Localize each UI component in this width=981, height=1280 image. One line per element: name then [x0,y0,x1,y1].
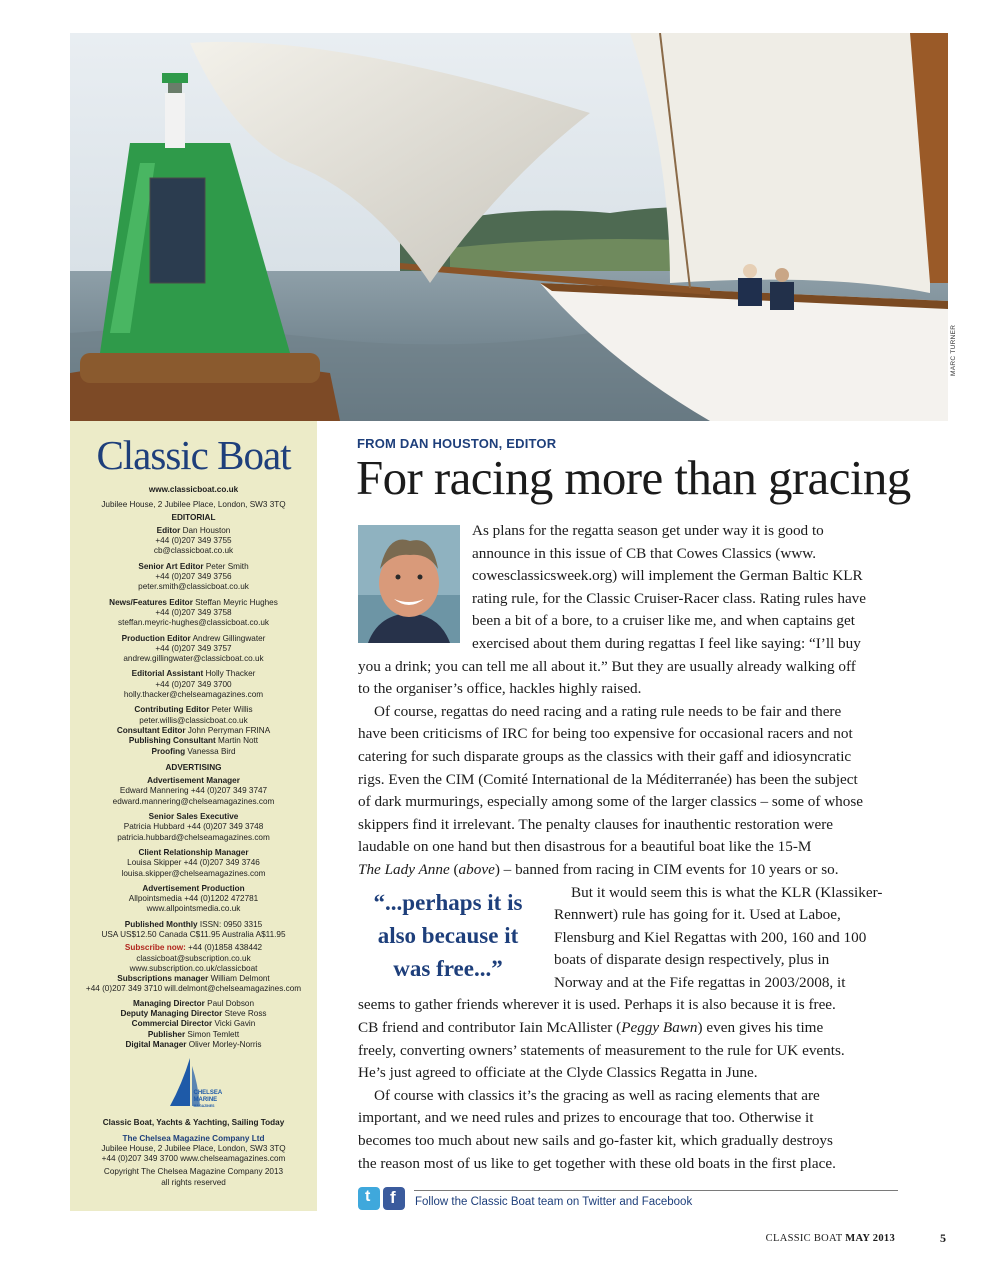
management-role: Digital Manager [125,1039,187,1049]
staff-role: Senior Art Editor [138,561,204,571]
staff-contact: +44 (0)207 349 3756 [155,572,232,582]
body-line: exercised about them during regattas I feel like saying: “I’ll buy [472,634,861,652]
editorial-heading: EDITORIAL [171,512,216,522]
body-line: Rennwert) rule has going for it. Used at Laboe, [554,906,841,924]
subscribe-phone: +44 (0)1858 438442 [188,943,263,953]
staff-contact: +44 (0)207 349 3757 [155,643,232,653]
body-line: Of course, regattas do need racing and a rating rule needs to be fair and there [374,702,842,720]
staff-name: Peter Smith [205,561,249,571]
staff-role: Proofing [151,746,186,756]
body-line: boats of disparate design respectively, plus in [554,951,830,969]
article-body [358,520,918,1175]
staff-contact: peter.smith@classicboat.co.uk [138,582,249,592]
management-entry [70,1019,317,1029]
article-headline: For racing more than gracing [356,450,911,505]
published-monthly-label: Published Monthly [124,919,198,929]
hero-photo [70,33,948,421]
chelsea-marine-logo [164,1056,224,1112]
management-list [70,999,317,1050]
line23-mid: ) [697,1019,707,1037]
ad-contact: louisa.skipper@chelseamagazines.com [121,868,266,878]
body-line: As plans for the regatta season get under way it is good to [472,522,824,539]
staff-entry [70,705,317,726]
company-address: Jubilee House, 2 Jubilee Place, London, SW3 3TQ [101,1143,286,1153]
management-entry [70,1040,317,1050]
issn: ISSN: 0950 3315 [199,919,263,929]
ad-role: Client Relationship Manager [138,847,249,857]
ad-contact: Edward Mannering +44 (0)207 349 3747 [119,786,268,796]
staff-contact: peter.willis@classicboat.co.uk [139,715,248,725]
body-line: of dark murmurings, especially among some of the larger classics – some of whose [358,793,863,811]
staff-role: Publishing Consultant [128,736,216,746]
management-role: Publisher [147,1029,186,1039]
facebook-icon[interactable] [383,1187,405,1210]
staff-contact: steffan.meyric-hughes@classicboat.co.uk [117,618,270,628]
staff-role: Contributing Editor [134,705,210,715]
staff-name: Steffan Meyric Hughes [195,597,278,607]
staff-name: Andrew Gillingwater [192,633,266,643]
staff-entry [70,526,317,557]
staff-entry [70,669,317,700]
body-line: Flensburg and Kiel Regattas with 200, 160 and 100 [554,928,867,946]
body-line: He’s just agreed to officiate at the Clyde Classics Regatta in June. [358,1064,758,1082]
body-line: Norway and at the Fife regattas in 2003/2008, it [554,973,846,991]
logo-text-3: MAGAZINES [193,1104,215,1109]
body-line: you a drink; you can tell me all about it.” But they are usually already walking off [358,657,856,675]
line23-prefix: CB friend and contributor Iain McAllister ( [358,1019,622,1037]
body-line: skippers find it irrelevant. The penalty clauses for inauthentic restoration were [358,815,834,833]
body-line-text: – banned from racing in CIM events for 10 years or so. [503,860,839,878]
ad-contact: patricia.hubbard@chelseamagazines.com [117,832,270,842]
management-entry [70,999,317,1009]
management-entry [70,1009,317,1019]
body-line: rating rule, for the Classic Cruiser-Racer class. Rating rules have [472,589,867,607]
subs-manager-contact: +44 (0)207 349 3710 will.delmont@chelseamagazines.com [85,984,302,994]
social-follow [358,1186,898,1216]
body-line [358,1017,918,1040]
ad-entry [70,812,317,843]
staff-contact: cb@classicboat.co.uk [153,546,234,556]
body-line: rigs. Even the CIM (Comité International de la Méditerranée) has been the subject [358,770,858,788]
staff-name: Martin Nott [218,736,259,746]
body-line [358,859,918,882]
staff-name: Holly Thacker [205,669,256,679]
company-contact: +44 (0)207 349 3700 www.chelseamagazines.com [101,1154,286,1164]
staff-entry [70,562,317,593]
ad-contact: Allpointsmedia +44 (0)1202 472781 [128,894,259,904]
ad-contact: www.allpointsmedia.co.uk [146,904,241,914]
staff-entry [70,747,317,757]
management-name: Paul Dobson [207,998,255,1008]
body-line: been a bit of a bore, to a cruiser like me, and when captains get [472,612,855,630]
pull-quote: “...perhaps it is also because it was free...” [373,890,523,981]
twitter-icon[interactable] [358,1187,380,1210]
footer-issue: MAY 2013 [845,1233,895,1244]
ad-contact: edward.mannering@chelseamagazines.com [112,796,275,806]
logo-text: CHELSEA [193,1090,223,1097]
advertising-list [70,776,317,915]
prices: USA US$12.50 Canada C$11.95 Australia A$11.95 [101,929,286,939]
boat-name: The Lady Anne [358,860,450,878]
staff-role: Editor [156,525,181,535]
subscribe-label: Subscribe now: [124,943,186,953]
management-role: Managing Director [132,998,205,1008]
ad-role: Advertisement Manager [147,776,240,786]
above-close: ) [494,860,504,878]
management-role: Deputy Managing Director [120,1009,223,1019]
staff-name: Vanessa Bird [187,746,236,756]
follow-text[interactable]: Follow the Classic Boat team on Twitter and Facebook [415,1196,693,1208]
body-line: have been criticisms of IRC for being too expensive for occasional racers and not [358,725,853,743]
editorial-list [70,526,317,757]
management-name: Simon Temlett [187,1029,240,1039]
staff-role: Editorial Assistant [131,669,204,679]
staff-role: News/Features Editor [109,597,193,607]
staff-entry [70,736,317,746]
advertising-heading: ADVERTISING [165,762,222,772]
body-line: to the organiser’s office, hackles highly raised. [358,680,642,698]
subscribe-url[interactable]: www.subscription.co.uk/classicboat [129,963,258,973]
ad-role: Senior Sales Executive [148,812,239,822]
body-line: freely, converting owners’ statements of measurement to the rule for UK events. [358,1041,845,1059]
body-line: important, and we need rules and prizes to encourage that too. Otherwise it [358,1109,814,1127]
subs-manager-name: William Delmont [210,974,270,984]
photo-credit: MARC TURNER [950,324,957,376]
staff-contact: holly.thacker@chelseamagazines.com [123,690,264,700]
line23-suffix: even gives his time [706,1019,824,1037]
subscribe-email[interactable]: classicboat@subscription.co.uk [136,953,251,963]
staff-name: John Perryman FRINA [187,725,271,735]
body-line: announce in this issue of CB that Cowes Classics (www. [472,544,817,562]
website[interactable]: www.classicboat.co.uk [148,485,239,494]
staff-contact: +44 (0)207 349 3700 [155,679,232,689]
logo-text-2: MARINE [193,1096,218,1103]
article-kicker: FROM DAN HOUSTON, EDITOR [357,436,557,451]
rights: all rights reserved [161,1177,226,1187]
ad-entry [70,848,317,879]
staff-contact: +44 (0)207 349 3758 [155,607,232,617]
staff-name: Dan Houston [182,525,231,535]
address: Jubilee House, 2 Jubilee Place, London, SW3 3TQ [101,500,286,510]
ad-contact: Louisa Skipper +44 (0)207 349 3746 [127,858,260,868]
staff-role: Production Editor [121,633,191,643]
footer-magazine: CLASSIC BOAT [765,1233,843,1244]
above-ref: above [458,860,495,878]
above-open: ( [449,860,459,878]
body-line: becomes too much about new sails and go-faster kit, which gradually destroys [358,1132,833,1150]
staff-entry [70,598,317,629]
body-line: the reason most of us like to get together with these old boats in the first place. [358,1154,836,1172]
facebook-glyph: f [390,1188,396,1207]
staff-name: Peter Willis [211,705,253,715]
body-line: But it would seem this is what the KLR (Klassiker- [571,883,883,901]
body-line: cowesclassicsweek.org) will implement the German Baltic KLR [472,567,863,585]
management-role: Commercial Director [131,1019,213,1029]
body-line: catering for such disparate groups as the classics with their gaff and idiosyncratic [358,747,852,765]
staff-entry [70,634,317,665]
staff-contact: +44 (0)207 349 3755 [155,536,232,546]
body-line: Of course with classics it’s the gracing as well as racing elements that are [374,1086,820,1104]
ad-entry [70,884,317,915]
company-name: The Chelsea Magazine Company Ltd [122,1133,265,1143]
page-number: 5 [940,1231,946,1245]
staff-contact: andrew.gillingwater@classicboat.co.uk [123,654,264,664]
ad-entry [70,776,317,807]
copyright: Copyright The Chelsea Magazine Company 2013 [103,1167,284,1177]
body-line: seems to gather friends wherever it is used. Perhaps it is also because it is free. [358,996,836,1014]
ad-contact: Patricia Hubbard +44 (0)207 349 3748 [123,822,264,832]
management-entry [70,1030,317,1040]
management-name: Steve Ross [224,1009,267,1019]
titles-line: Classic Boat, Yachts & Yachting, Sailing Today [102,1118,285,1128]
peggy-bawn: Peggy Bawn [621,1019,698,1037]
twitter-glyph: t [365,1188,371,1205]
ad-role: Advertisement Production [142,883,245,893]
subs-manager-role: Subscriptions manager [117,974,209,984]
masthead-sidebar [70,421,317,1211]
body-line: laudable on one hand but then disastrous for a beautiful boat like the 15-M [358,838,812,856]
management-name: Vicki Gavin [214,1019,256,1029]
masthead-logo: Classic Boat [96,432,291,478]
staff-entry [70,726,317,736]
staff-role: Consultant Editor [116,725,186,735]
management-name: Oliver Morley-Norris [188,1039,262,1049]
divider [414,1190,898,1191]
page-footer [766,1233,895,1244]
